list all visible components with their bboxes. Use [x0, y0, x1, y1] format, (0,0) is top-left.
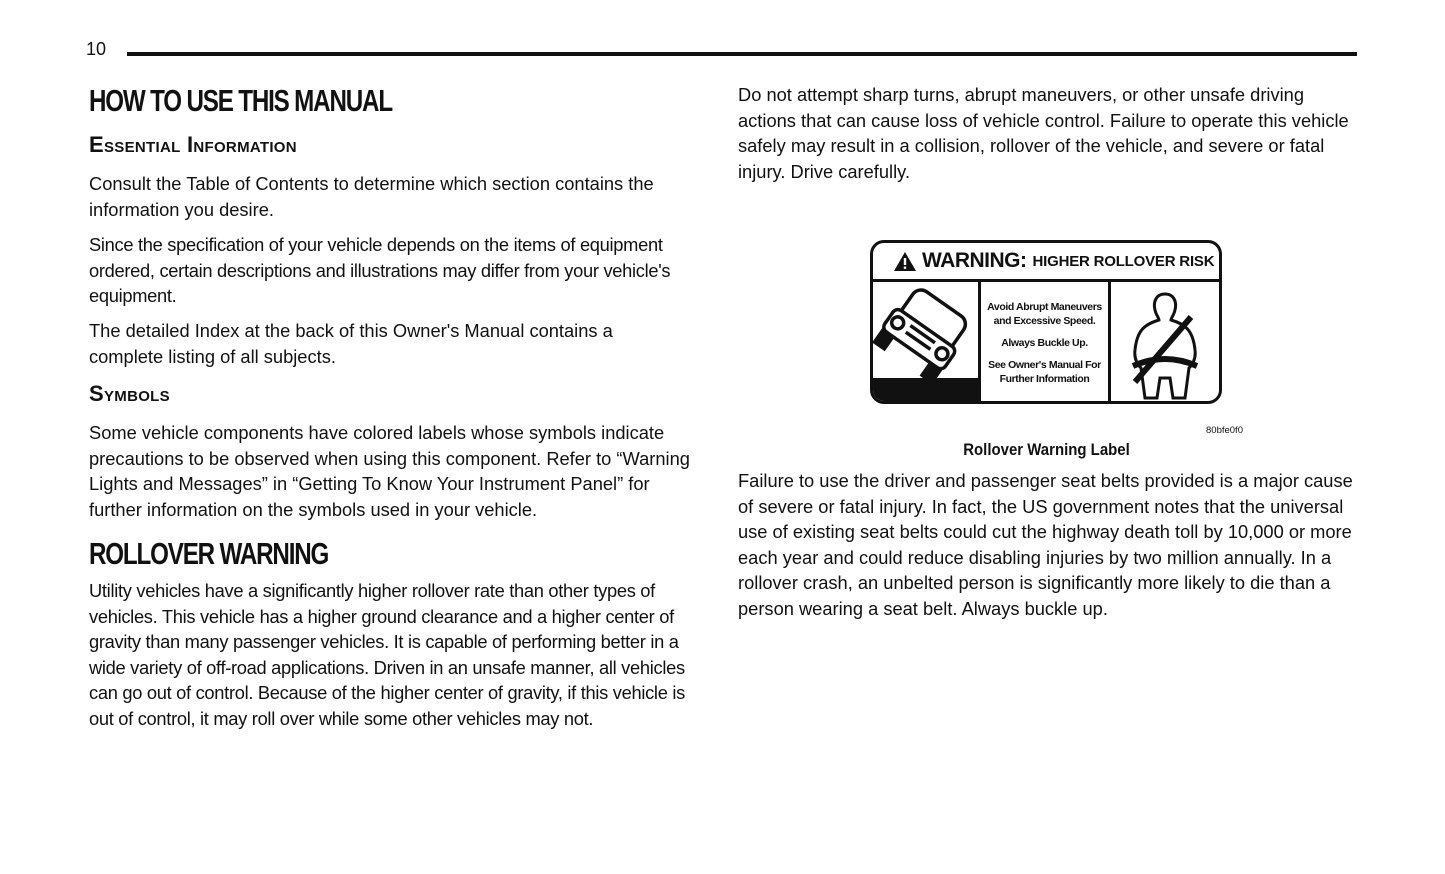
- paragraph-symbols: Some vehicle components have colored labels whose symbols indicate precautions to be observed when using this component. Refer to “Warning Lights and Messages” in “Getting To Know Your Instrument Panel” for further information on the symbols used in your vehicle.: [89, 422, 690, 520]
- paragraph-sharp-turns: Do not attempt sharp turns, abrupt maneuvers, or other unsafe driving actions that can cause loss of vehicle control. Failure to operate this vehicle safely may result in a collision, rollover of the vehicle, and severe or fatal injury. Drive carefully.: [738, 84, 1349, 182]
- rollover-warning-label-image: [870, 240, 1222, 404]
- label-instructions: [981, 282, 1111, 404]
- label-header: [873, 243, 1219, 282]
- heading-symbols: Symbols: [89, 381, 170, 406]
- image-code: 80bfe0f0: [1206, 425, 1243, 436]
- heading-rollover-warning: ROLLOVER WARNING: [89, 536, 329, 571]
- warning-triangle-icon: [893, 251, 917, 272]
- heading-how-to-use-manual: HOW TO USE THIS MANUAL: [89, 83, 392, 118]
- label-line-avoid: Avoid Abrupt Maneuvers and Excessive Speed.: [987, 301, 1102, 327]
- seatbelt-person-icon: [1111, 282, 1219, 404]
- paragraph-index: The detailed Index at the back of this Owner's Manual contains a complete listing of all subjects.: [89, 320, 613, 367]
- heading-essential-information: Essential Information: [89, 132, 297, 157]
- label-risk-text: HIGHER ROLLOVER RISK: [1032, 252, 1215, 270]
- label-warning-text: WARNING:: [922, 249, 1027, 272]
- page-number: 10: [86, 39, 107, 59]
- figure-caption: Rollover Warning Label: [963, 440, 1130, 459]
- paragraph-seat-belts: Failure to use the driver and passenger seat belts provided is a major cause of severe or fatal injury. In fact, the US government notes that the universal use of existing seat belts could cut the highway death toll by 10,000 or more each year and could reduce disabling injuries by two million annually. In a rollover crash, an unbelted person is significantly more likely to die than a person wearing a seat belt. Always buckle up.: [738, 470, 1353, 619]
- paragraph-specification: Since the specification of your vehicle depends on the items of equipment ordered, certain descriptions and illustrations may differ from your vehicle's equipment.: [89, 234, 671, 306]
- header-rule: [127, 52, 1357, 56]
- label-line-manual: See Owner's Manual For Further Information: [988, 359, 1101, 385]
- tilted-vehicle-icon: [873, 282, 981, 404]
- label-line-buckle: Always Buckle Up.: [1001, 337, 1088, 349]
- paragraph-consult: Consult the Table of Contents to determine which section contains the information you desire.: [89, 173, 654, 220]
- paragraph-utility-vehicles: Utility vehicles have a significantly higher rollover rate than other types of vehicles. This vehicle has a higher ground clearance and a higher center of gravity than many passenger vehicles. It is capable of performing better in a wide variety of off-road applications. Driven in an unsafe manner, all vehicles can go out of control. Because of the higher center of gravity, if this vehicle is out of control, it may roll over while some other vehicles may not.: [89, 580, 685, 729]
